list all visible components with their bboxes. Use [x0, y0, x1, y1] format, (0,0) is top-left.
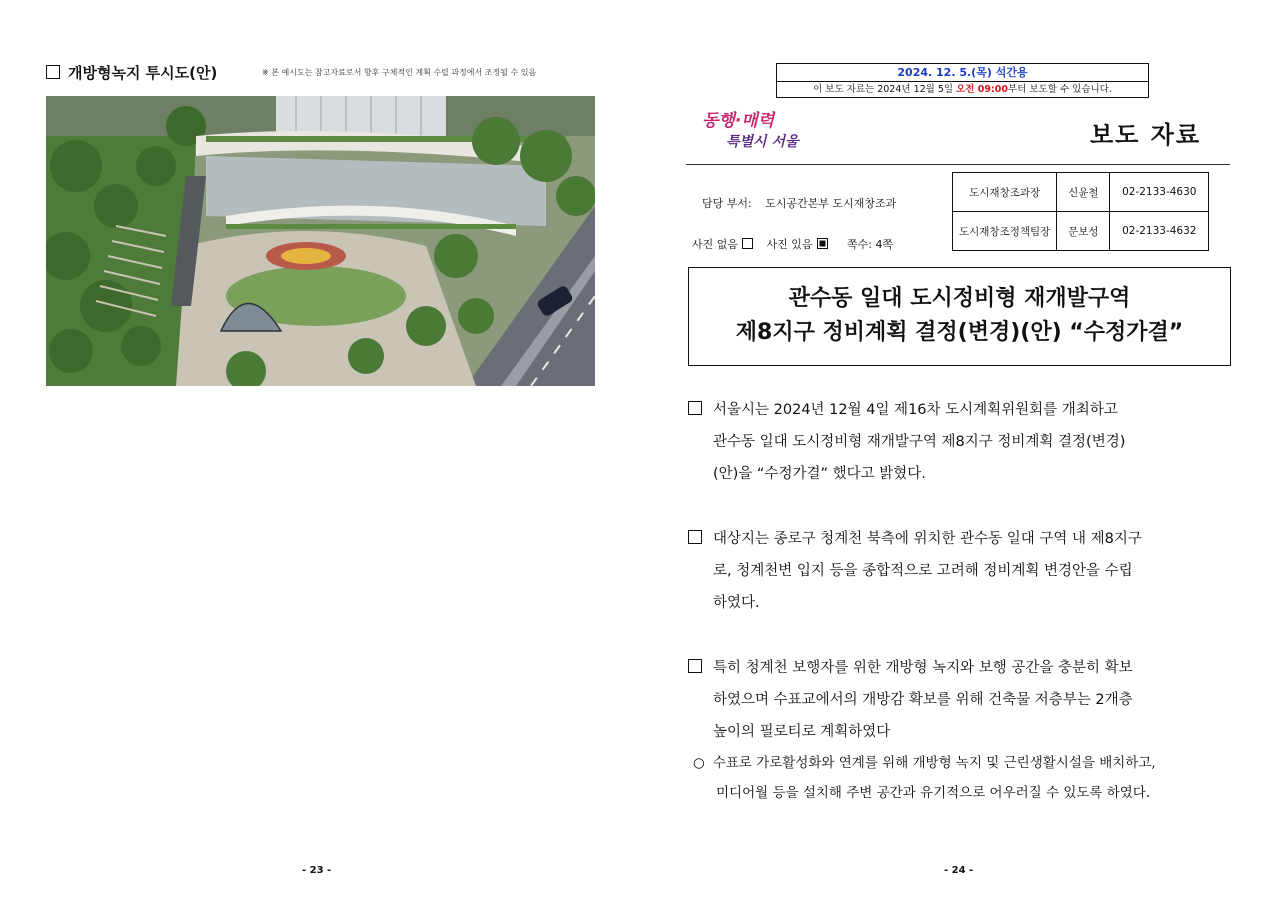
- contact-title: 도시재창조정책팀장: [953, 212, 1057, 251]
- contact-phone: 02-2133-4632: [1110, 212, 1209, 251]
- contact-row: [953, 212, 1209, 251]
- press-release-title: 보도 자료: [1090, 121, 1202, 149]
- contact-name: 문보성: [1057, 212, 1110, 251]
- perspective-rendering-image: [46, 96, 595, 386]
- contact-row: [953, 173, 1209, 212]
- contact-phone: 02-2133-4630: [1110, 173, 1209, 212]
- paragraph-line: 대상지는 종로구 청계천 북측에 위치한 관수동 일대 구역 내 제8지구: [713, 531, 1142, 547]
- sub-bullet: [693, 748, 1156, 808]
- sub-bullet-line: 미디어월 등을 설치해 주변 공간과 유기적으로 어우러질 수 있도록 하였다.: [716, 785, 1151, 801]
- paragraph-line: 높이의 필로티로 계획하였다: [713, 724, 891, 740]
- checked-checkbox-icon: [817, 238, 828, 249]
- checkbox-bullet-icon: [46, 65, 60, 79]
- perspective-title-text: 개방형녹지 투시도(안): [68, 64, 218, 82]
- perspective-note: ※ 본 예시도는 참고자료로서 향후 구체적인 계획 수립 과정에서 조정될 수 있음: [262, 68, 537, 77]
- paragraph-2: [688, 523, 1142, 619]
- empty-checkbox-icon: [742, 238, 753, 249]
- logo-line1: 동행·매력: [702, 111, 775, 131]
- embargo-suffix: 부터 보도할 수 있습니다.: [1008, 84, 1112, 95]
- department-line: [702, 195, 896, 211]
- seoul-logo: [702, 110, 812, 158]
- paragraph-line: 하였다.: [713, 595, 760, 611]
- paragraph-line: 서울시는 2024년 12월 4일 제16차 도시계획위원회를 개최하고: [713, 402, 1118, 418]
- logo-line2: 특별시 서울: [726, 134, 799, 150]
- paragraph-line: 특히 청계천 보행자를 위한 개방형 녹지와 보행 공간을 충분히 확보: [713, 660, 1133, 676]
- circle-bullet-icon: ○: [693, 755, 705, 771]
- paragraph-line: 하였으며 수표교에서의 개방감 확보를 위해 건축물 저층부는 2개층: [713, 692, 1133, 708]
- photo-info-line: [692, 236, 893, 252]
- photo-none-label: 사진 없음: [692, 238, 739, 251]
- paragraph-line: 로, 청계천변 입지 등을 종합적으로 고려해 정비계획 변경안을 수립: [713, 563, 1133, 579]
- embargo-notice: [777, 81, 1148, 98]
- header-divider: [686, 164, 1230, 165]
- release-info-box: [776, 63, 1149, 98]
- contact-name: 신윤철: [1057, 173, 1110, 212]
- embargo-time: 오전 09:00: [956, 84, 1009, 95]
- perspective-title: [46, 62, 217, 83]
- sub-bullet-line: 수표로 가로활성화와 연계를 위해 개방형 녹지 및 근린생활시설을 배치하고,: [712, 755, 1156, 771]
- paragraph-line: 관수동 일대 도시정비형 재개발구역 제8지구 정비계획 결정(변경): [713, 434, 1126, 450]
- paragraph-3: [688, 652, 1133, 748]
- paragraph-line: (안)을 “수정가결” 했다고 밝혔다.: [713, 466, 926, 482]
- headline-line2: 제8지구 정비계획 결정(변경)(안) “수정가결”: [735, 320, 1184, 345]
- embargo-prefix: 이 보도 자료는 2024년 12월 5일: [813, 84, 957, 95]
- page-number-right: - 24 -: [944, 865, 974, 876]
- page-number-left: - 23 -: [302, 865, 332, 876]
- page-count: 쪽수: 4쪽: [847, 238, 894, 251]
- contact-title: 도시재창조과장: [953, 173, 1057, 212]
- headline-box: [688, 267, 1231, 366]
- checkbox-bullet-icon: [688, 659, 702, 673]
- checkbox-bullet-icon: [688, 401, 702, 415]
- photo-yes-label: 사진 있음: [766, 238, 813, 251]
- release-date: 2024. 12. 5.(목) 석간용: [777, 64, 1148, 82]
- contact-table: [952, 172, 1209, 251]
- headline-line1: 관수동 일대 도시정비형 재개발구역: [788, 286, 1131, 311]
- department-value: 도시공간본부 도시재창조과: [765, 197, 897, 210]
- checkbox-bullet-icon: [688, 530, 702, 544]
- department-label: 담당 부서:: [702, 197, 752, 210]
- paragraph-1: [688, 394, 1125, 490]
